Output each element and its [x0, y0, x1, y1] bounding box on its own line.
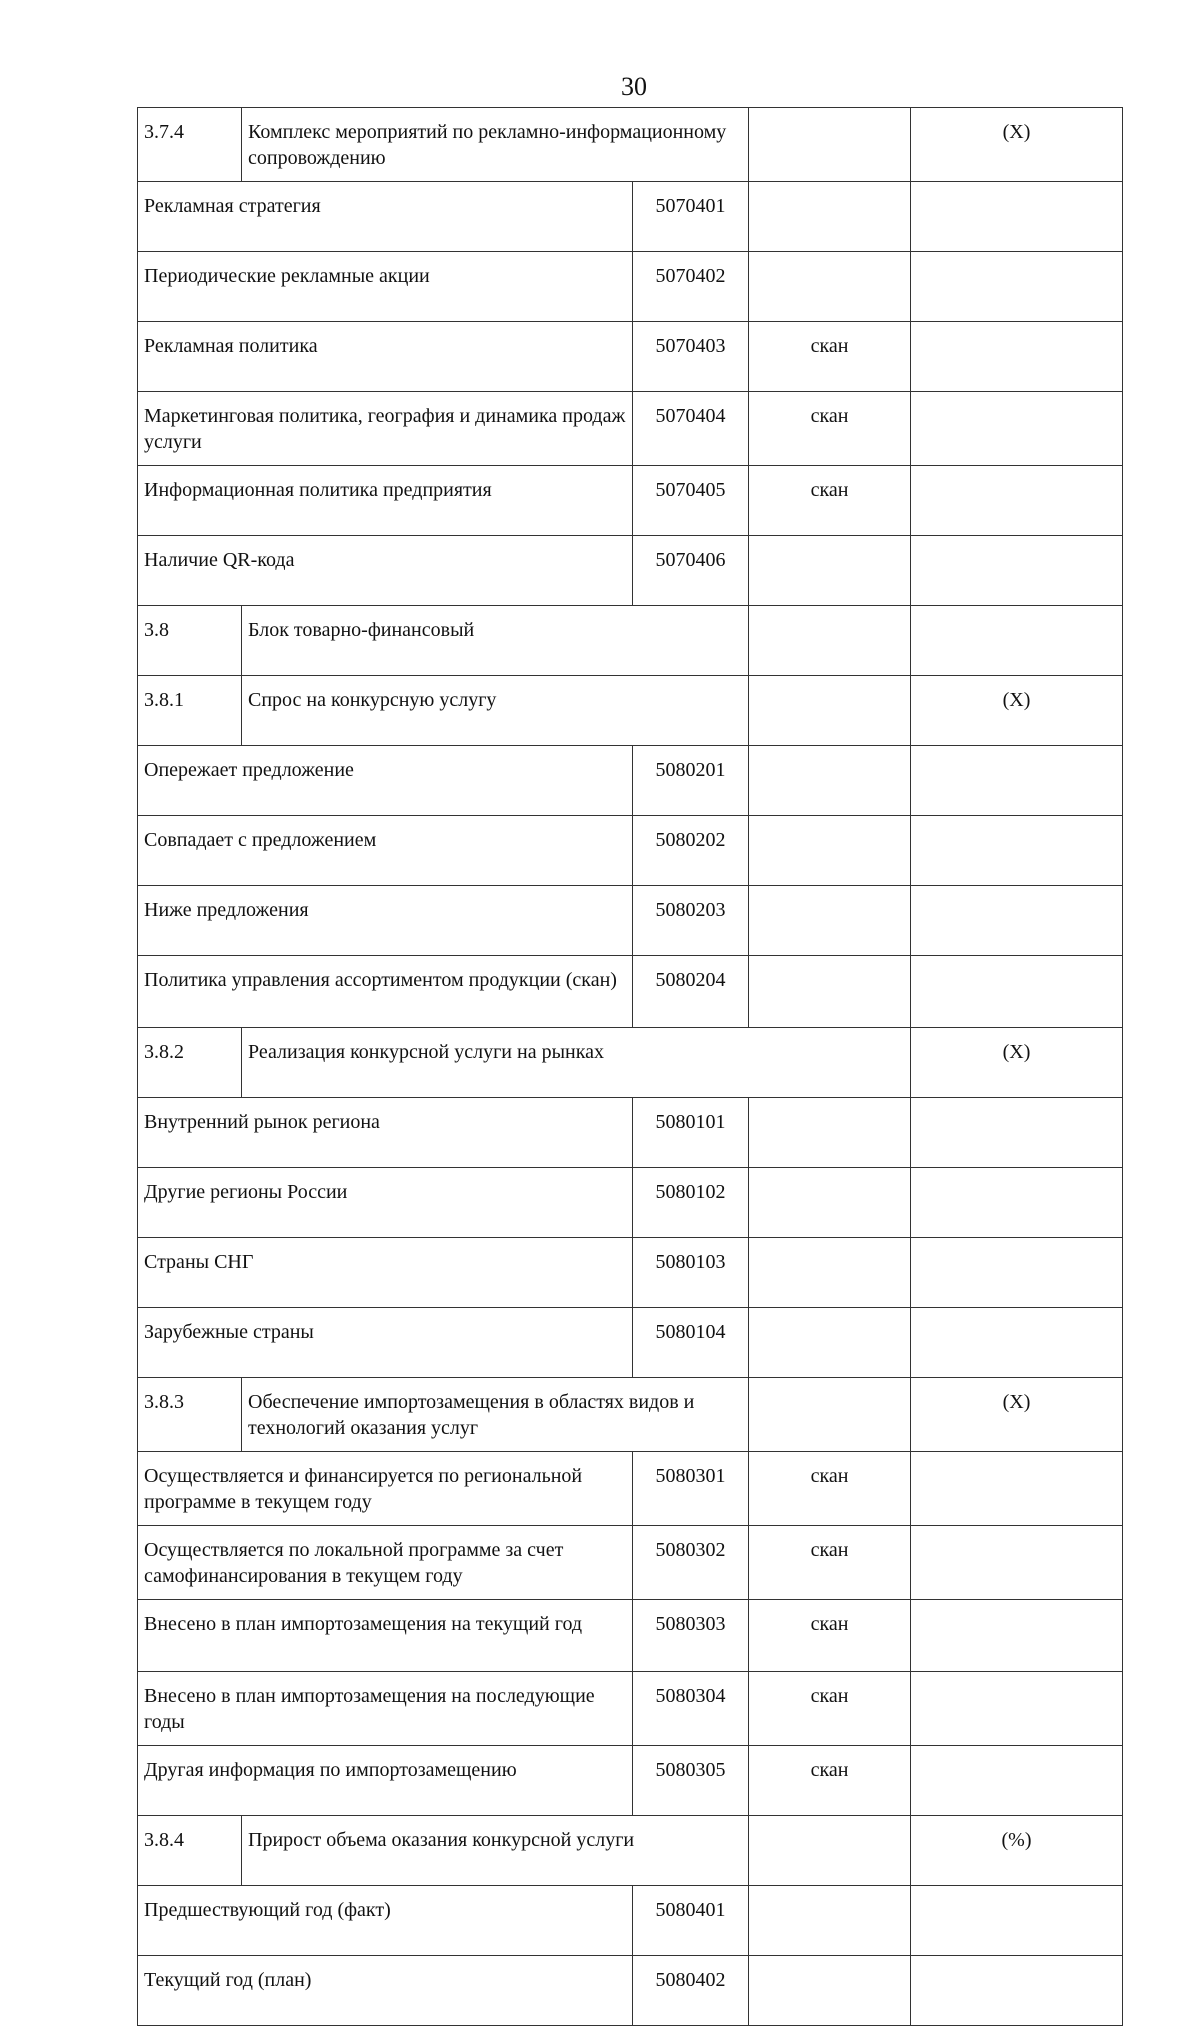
item-row [138, 1672, 1123, 1746]
section-row [138, 1816, 1123, 1886]
scan-cell [749, 252, 911, 322]
section-title: Спрос на конкурсную услугу [242, 676, 749, 746]
item-label: Зарубежные страны [138, 1308, 633, 1378]
section-row [138, 1378, 1123, 1452]
item-label: Рекламная политика [138, 322, 633, 392]
item-code: 5080305 [633, 1746, 749, 1816]
scan-cell [749, 746, 911, 816]
section-row [138, 1028, 1123, 1098]
empty-cell [911, 886, 1123, 956]
empty-cell [911, 1308, 1123, 1378]
item-label: Периодические рекламные акции [138, 252, 633, 322]
section-number: 3.8 [138, 606, 242, 676]
item-row [138, 466, 1123, 536]
item-row [138, 182, 1123, 252]
scan-cell: скан [749, 1746, 911, 1816]
scan-cell [749, 1886, 911, 1956]
scan-cell: скан [749, 1452, 911, 1526]
item-code: 5070405 [633, 466, 749, 536]
item-label: Предшествующий год (факт) [138, 1886, 633, 1956]
scan-cell [749, 886, 911, 956]
item-row [138, 956, 1123, 1028]
section-row [138, 676, 1123, 746]
empty-cell [911, 1600, 1123, 1672]
empty-cell [911, 1238, 1123, 1308]
item-row [138, 886, 1123, 956]
item-row [138, 392, 1123, 466]
item-label: Информационная политика предприятия [138, 466, 633, 536]
empty-cell [911, 1672, 1123, 1746]
section-title: Прирост объема оказания конкурсной услуги [242, 1816, 749, 1886]
scan-cell [749, 1308, 911, 1378]
item-row [138, 1098, 1123, 1168]
empty-cell [911, 1168, 1123, 1238]
item-label: Другая информация по импортозамещению [138, 1746, 633, 1816]
item-label: Текущий год (план) [138, 1956, 633, 2026]
item-code: 5080101 [633, 1098, 749, 1168]
empty-cell [749, 1816, 911, 1886]
empty-cell [749, 1378, 911, 1452]
empty-cell [911, 1452, 1123, 1526]
item-code: 5080302 [633, 1526, 749, 1600]
item-label: Осуществляется по локальной программе за счет самофинансирования в текущем году [138, 1526, 633, 1600]
section-unit [911, 606, 1123, 676]
item-row [138, 1308, 1123, 1378]
section-number: 3.8.3 [138, 1378, 242, 1452]
item-code: 5080402 [633, 1956, 749, 2026]
section-title: Реализация конкурсной услуги на рынках [242, 1028, 911, 1098]
item-label: Политика управления ассортиментом продукции (скан) [138, 956, 633, 1028]
item-code: 5080103 [633, 1238, 749, 1308]
item-label: Другие регионы России [138, 1168, 633, 1238]
page-number: 30 [621, 72, 647, 101]
scan-cell [749, 182, 911, 252]
scan-cell: скан [749, 322, 911, 392]
scan-cell: скан [749, 1526, 911, 1600]
item-code: 5070406 [633, 536, 749, 606]
empty-cell [911, 392, 1123, 466]
item-label: Внесено в план импортозамещения на последующие годы [138, 1672, 633, 1746]
item-code: 5070402 [633, 252, 749, 322]
section-title: Обеспечение импортозамещения в областях видов и технологий оказания услуг [242, 1378, 749, 1452]
empty-cell [911, 956, 1123, 1028]
item-label: Осуществляется и финансируется по региональной программе в текущем году [138, 1452, 633, 1526]
empty-cell [911, 746, 1123, 816]
section-number: 3.7.4 [138, 108, 242, 182]
item-code: 5080102 [633, 1168, 749, 1238]
empty-cell [911, 1886, 1123, 1956]
item-code: 5080204 [633, 956, 749, 1028]
section-row [138, 108, 1123, 182]
item-label: Опережает предложение [138, 746, 633, 816]
empty-cell [749, 606, 911, 676]
item-label: Ниже предложения [138, 886, 633, 956]
section-unit: (X) [911, 676, 1123, 746]
item-label: Внутренний рынок региона [138, 1098, 633, 1168]
item-row [138, 1886, 1123, 1956]
scan-cell [749, 1098, 911, 1168]
scan-cell [749, 956, 911, 1028]
item-code: 5080203 [633, 886, 749, 956]
form-table-body [138, 108, 1123, 2026]
item-row [138, 1168, 1123, 1238]
item-code: 5080401 [633, 1886, 749, 1956]
section-unit: (%) [911, 1816, 1123, 1886]
empty-cell [911, 1956, 1123, 2026]
item-code: 5080202 [633, 816, 749, 886]
item-code: 5080301 [633, 1452, 749, 1526]
item-row [138, 1956, 1123, 2026]
item-code: 5080304 [633, 1672, 749, 1746]
empty-cell [749, 676, 911, 746]
scan-cell: скан [749, 466, 911, 536]
empty-cell [911, 466, 1123, 536]
scan-cell [749, 536, 911, 606]
item-code: 5080303 [633, 1600, 749, 1672]
scan-cell: скан [749, 1600, 911, 1672]
item-row [138, 252, 1123, 322]
empty-cell [749, 108, 911, 182]
section-number: 3.8.1 [138, 676, 242, 746]
item-row [138, 1526, 1123, 1600]
form-table [137, 107, 1123, 2026]
item-code: 5070404 [633, 392, 749, 466]
scan-cell [749, 1168, 911, 1238]
scan-cell: скан [749, 392, 911, 466]
scan-cell: скан [749, 1672, 911, 1746]
item-label: Маркетинговая политика, география и динамика продаж услуги [138, 392, 633, 466]
section-unit: (X) [911, 1378, 1123, 1452]
section-unit: (X) [911, 108, 1123, 182]
scan-cell [749, 816, 911, 886]
empty-cell [911, 322, 1123, 392]
item-code: 5070403 [633, 322, 749, 392]
section-number: 3.8.2 [138, 1028, 242, 1098]
empty-cell [911, 252, 1123, 322]
empty-cell [911, 1746, 1123, 1816]
item-row [138, 1238, 1123, 1308]
item-label: Внесено в план импортозамещения на текущий год [138, 1600, 633, 1672]
item-label: Страны СНГ [138, 1238, 633, 1308]
section-number: 3.8.4 [138, 1816, 242, 1886]
section-title: Комплекс мероприятий по рекламно-информационному сопровождению [242, 108, 749, 182]
scan-cell [749, 1238, 911, 1308]
item-label: Наличие QR-кода [138, 536, 633, 606]
item-code: 5080104 [633, 1308, 749, 1378]
item-row [138, 1746, 1123, 1816]
item-label: Рекламная стратегия [138, 182, 633, 252]
item-row [138, 322, 1123, 392]
empty-cell [911, 816, 1123, 886]
empty-cell [911, 1526, 1123, 1600]
item-label: Совпадает с предложением [138, 816, 633, 886]
item-code: 5080201 [633, 746, 749, 816]
section-row [138, 606, 1123, 676]
scan-cell [749, 1956, 911, 2026]
empty-cell [911, 536, 1123, 606]
empty-cell [911, 182, 1123, 252]
item-row [138, 1600, 1123, 1672]
empty-cell [911, 1098, 1123, 1168]
item-row [138, 816, 1123, 886]
item-row [138, 746, 1123, 816]
item-code: 5070401 [633, 182, 749, 252]
section-title: Блок товарно-финансовый [242, 606, 749, 676]
item-row [138, 536, 1123, 606]
section-unit: (X) [911, 1028, 1123, 1098]
item-row [138, 1452, 1123, 1526]
